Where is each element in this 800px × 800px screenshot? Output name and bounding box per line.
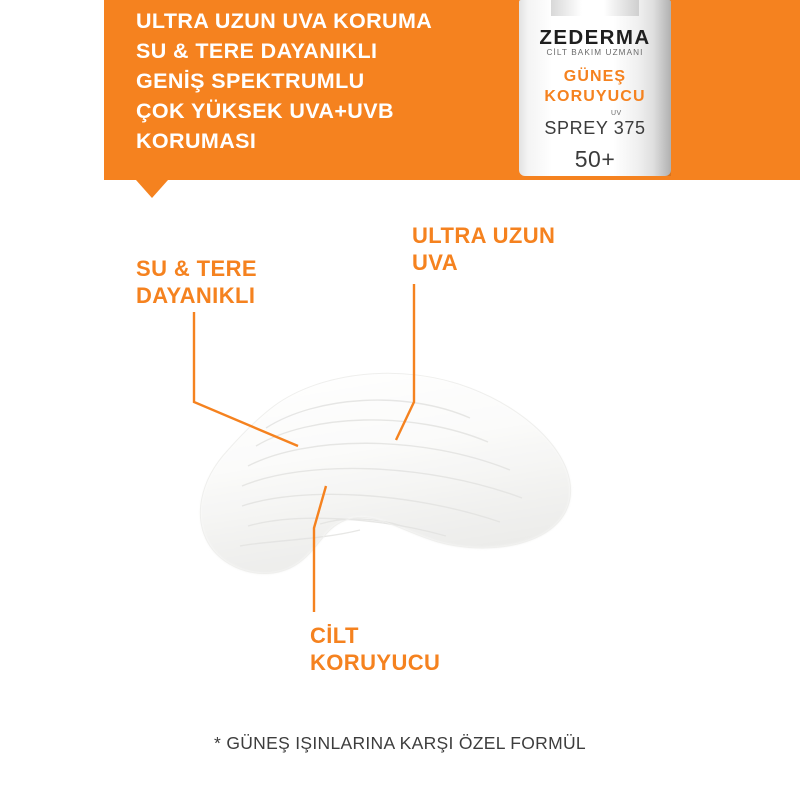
banner-line-3: GENİŞ SPEKTRUMLU [136,69,365,93]
callout-uva-line-2: UVA [412,250,459,275]
banner-text-block [136,6,516,156]
leader-line-ultra-uzun-uva [390,282,430,442]
callout-su-line-1: SU & TERE [136,256,257,281]
banner-pointer-arrow [136,180,168,198]
callout-uva-line-1: ULTRA UZUN [412,223,556,248]
footnote-text: * GÜNEŞ IŞINLARINA KARŞI ÖZEL FORMÜL [214,733,586,753]
product-name-line-2: KORUYUCU [544,88,646,105]
banner-line-5: KORUMASI [136,129,257,153]
banner-line-4: ÇOK YÜKSEK UVA+UVB [136,99,394,123]
product-form-line: SPREY 375 [544,118,646,138]
callout-cilt-koruyucu [310,622,440,676]
callout-su-tere-dayanikli [136,255,257,309]
product-spf-value: 50+ [574,146,616,172]
callout-cilt-line-1: CİLT [310,623,359,648]
banner-line-1: ULTRA UZUN UVA KORUMA [136,9,433,33]
banner-line-2: SU & TERE DAYANIKLI [136,39,378,63]
product-bottle [519,0,671,176]
callout-ultra-uzun-uva [412,222,555,276]
callout-cilt-line-2: KORUYUCU [310,650,441,675]
leader-line-cilt-koruyucu [300,484,340,614]
callout-su-line-2: DAYANIKLI [136,283,256,308]
product-brand: ZEDERMA [539,26,651,49]
uv-mark: UV [611,110,622,117]
bottle-cap [551,0,639,16]
product-name-line-1: GÜNEŞ [563,68,627,85]
product-brand-subtitle: CİLT BAKIM UZMANI [546,48,644,57]
leader-line-su-tere [190,310,310,450]
